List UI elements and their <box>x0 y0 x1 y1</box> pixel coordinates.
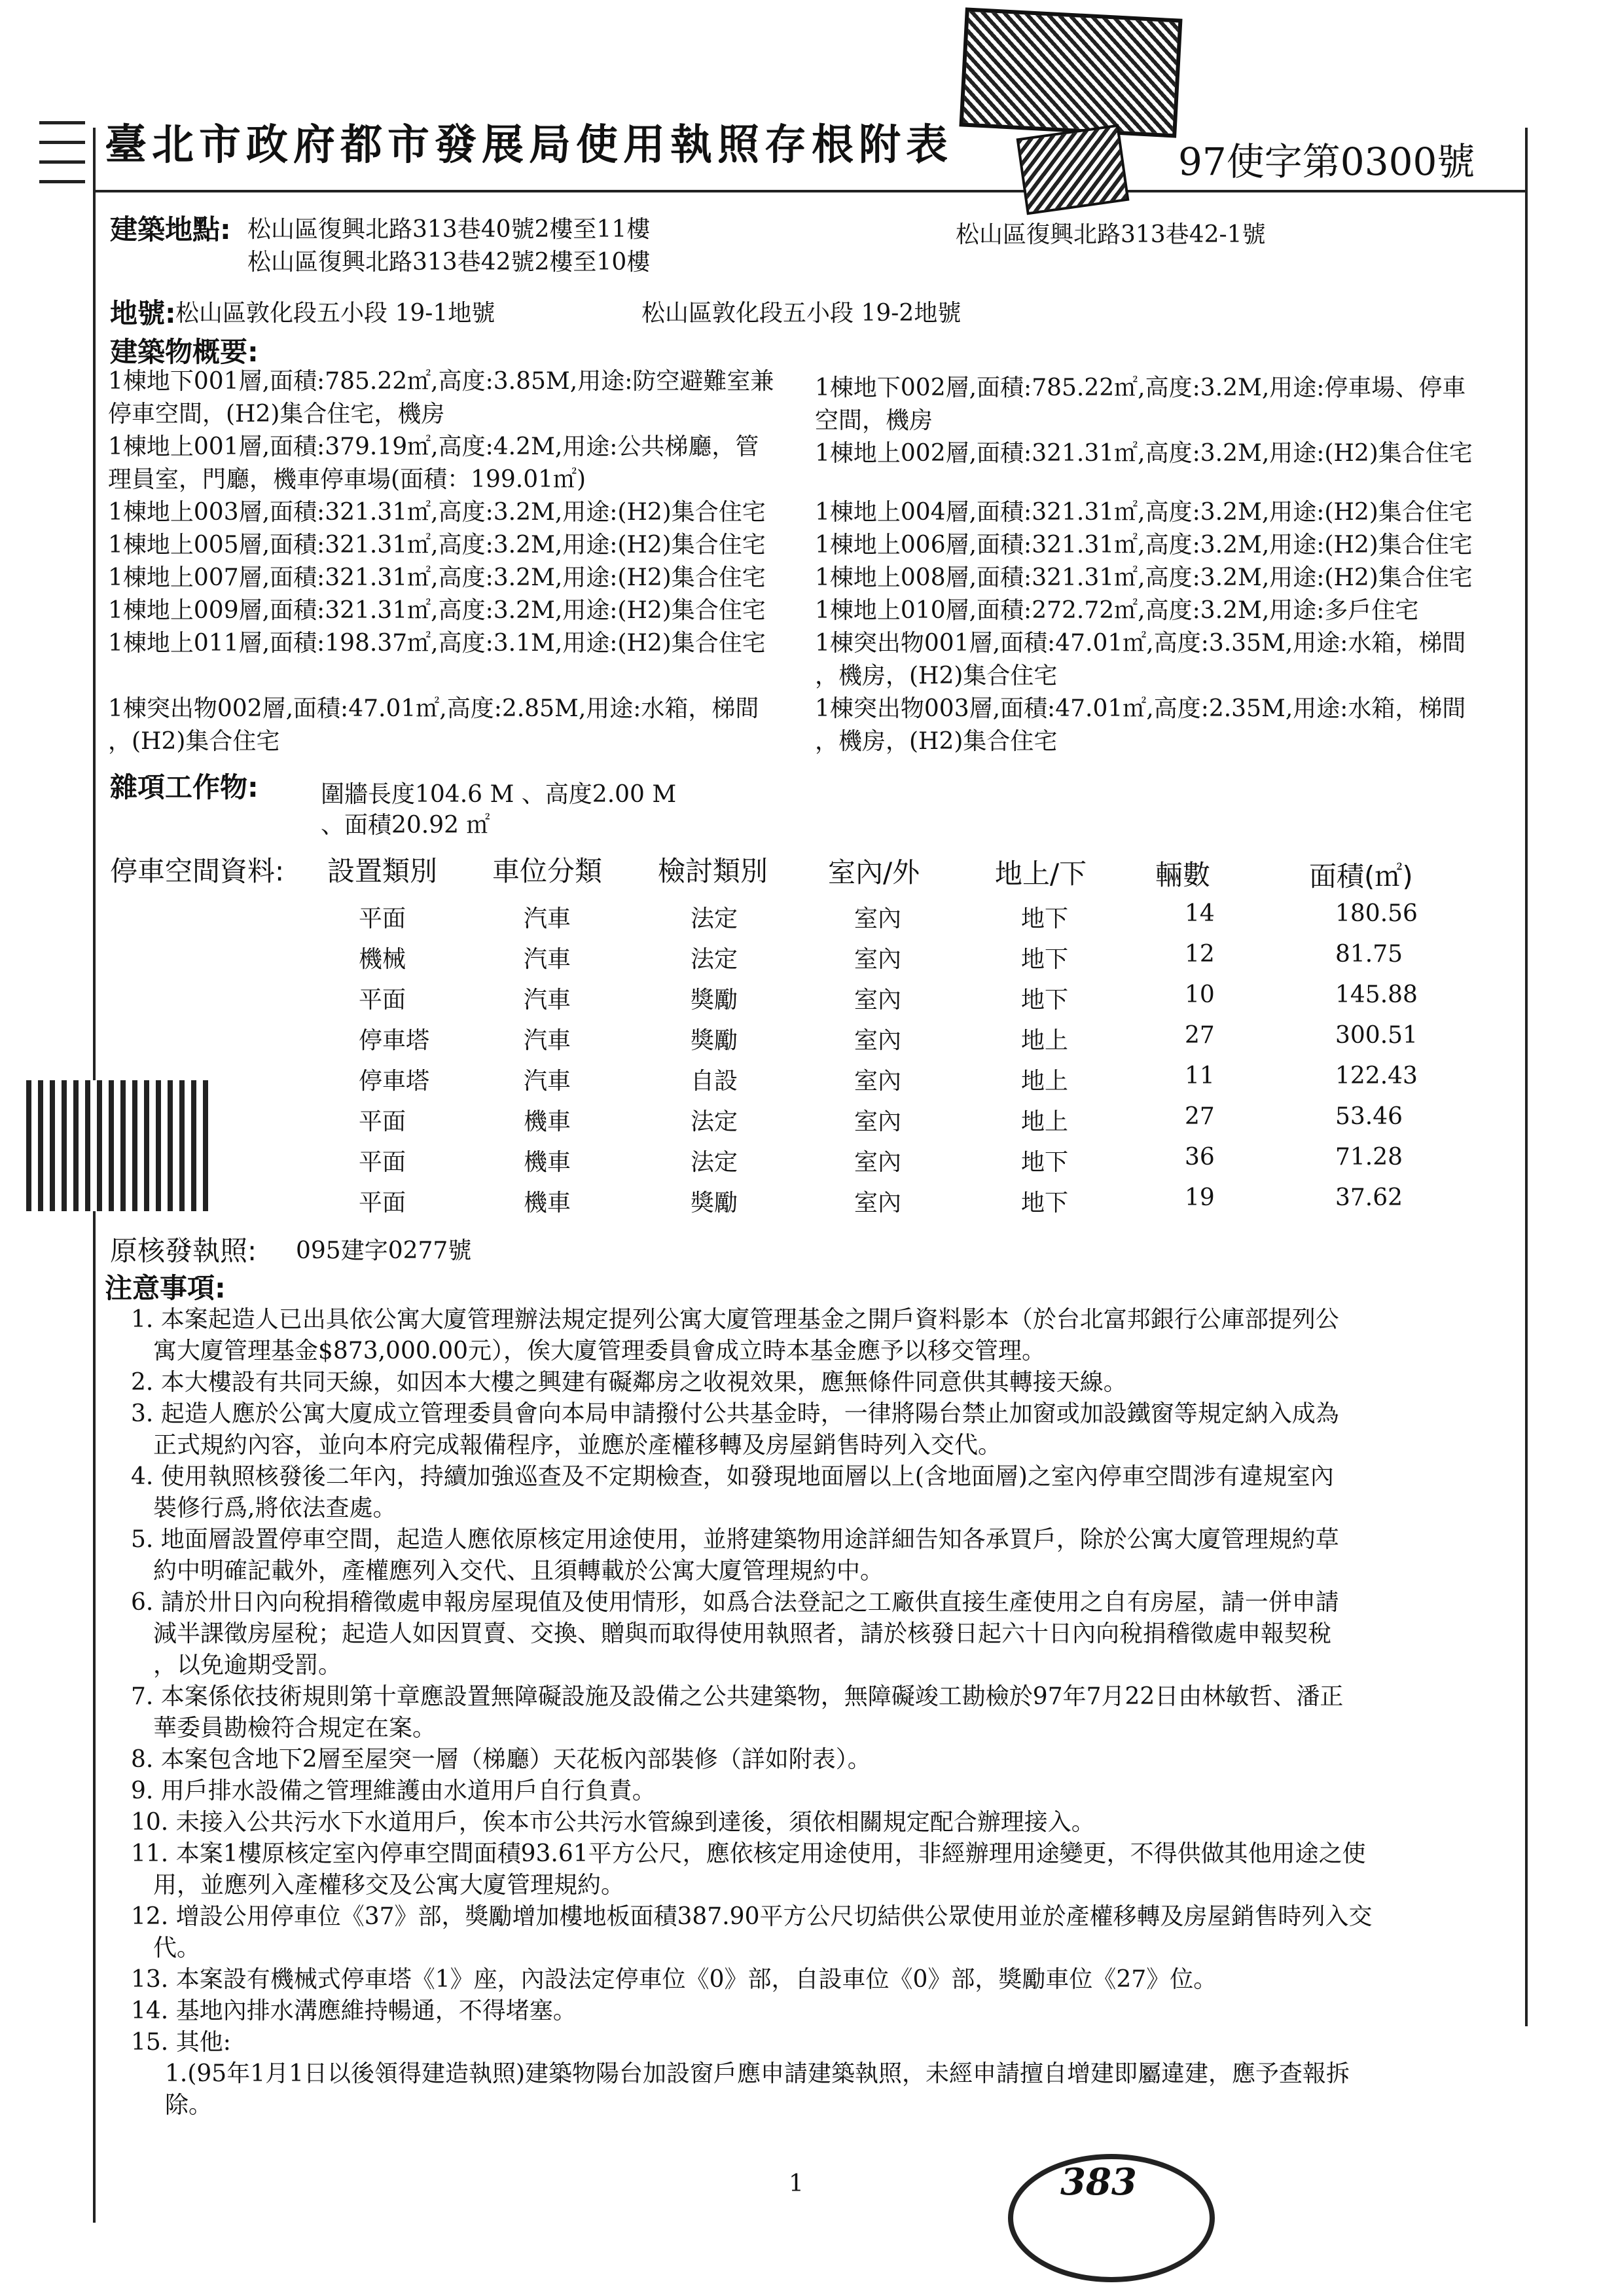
parking-cell: 27 <box>1185 1022 1215 1049</box>
floor-line: 1棟地上007層,面積:321.31㎡,高度:3.2M,用途:(H2)集合住宅 <box>108 564 766 591</box>
parking-cell: 汽車 <box>524 946 571 973</box>
parking-cell: 180.56 <box>1335 900 1418 927</box>
note-sub-line: 1.(95年1月1日以後領得建造執照)建築物陽台加設窗戶應申請建築執照，未經申請擅自增建即屬違建，應予查報拆 <box>165 2060 1350 2087</box>
notes-label: 注意事項: <box>105 1272 226 1304</box>
note-line: 12. 增設公用停車位《37》部，獎勵增加樓地板面積387.90平方公尺切結供公眾使用並於產權移轉及房屋銷售時列入交 <box>131 1903 1373 1930</box>
parking-cell: 平面 <box>359 905 406 932</box>
parking-cell: 室內 <box>854 1108 902 1135</box>
floor-line: 1棟地上006層,面積:321.31㎡,高度:3.2M,用途:(H2)集合住宅 <box>815 532 1473 558</box>
note-line: 10. 未接入公共污水下水道用戶，俟本市公共污水管線到達後，須依相關規定配合辦理接入。 <box>131 1809 1095 1836</box>
parking-cell: 平面 <box>359 987 406 1013</box>
parking-cell: 地上 <box>1021 1027 1069 1054</box>
parking-cell: 平面 <box>359 1190 406 1216</box>
parking-cell: 地下 <box>1021 987 1069 1013</box>
lot-label: 地號: <box>110 297 176 329</box>
parking-cell: 14 <box>1185 900 1215 927</box>
floor-line: 1棟突出物001層,面積:47.01㎡,高度:3.35M,用途:水箱，梯間 <box>815 630 1466 657</box>
parking-cell: 室內 <box>854 946 902 973</box>
floor-line: 停車空間，(H2)集合住宅，機房 <box>108 401 445 428</box>
parking-cell: 地下 <box>1021 946 1069 973</box>
site-line-1: 松山區復興北路313巷40號2樓至11樓 <box>247 216 651 243</box>
site-line-2: 松山區復興北路313巷42號2樓至10樓 <box>247 249 651 276</box>
floor-line: 1棟突出物003層,面積:47.01㎡,高度:2.35M,用途:水箱，梯間 <box>815 695 1466 722</box>
note-line: 4. 使用執照核發後二年內，持續加強巡查及不定期檢查，如發現地面層以上(含地面層)之室內停車空間涉有違規室內 <box>131 1463 1334 1490</box>
floor-line: 1棟地上001層,面積:379.19㎡,高度:4.2M,用途:公共梯廳，管 <box>108 433 759 460</box>
parking-header: 室內/外 <box>828 856 920 888</box>
parking-cell: 機車 <box>524 1108 571 1135</box>
misc-line-1: 圍牆長度104.6 M 、高度2.00 M <box>321 781 677 808</box>
parking-cell: 汽車 <box>524 1068 571 1095</box>
site-label: 建築地點: <box>110 213 231 246</box>
parking-cell: 室內 <box>854 1027 902 1054</box>
note-line: ，以免逾期受罰。 <box>153 1652 342 1679</box>
parking-cell: 自設 <box>691 1068 738 1095</box>
parking-cell: 獎勵 <box>691 987 738 1013</box>
parking-cell: 室內 <box>854 1149 902 1176</box>
note-line: 5. 地面層設置停車空間，起造人應依原核定用途使用，並將建築物用途詳細告知各承買戶，除於公寓大廈管理規約草 <box>131 1526 1339 1553</box>
floor-line: 1棟地上009層,面積:321.31㎡,高度:3.2M,用途:(H2)集合住宅 <box>108 597 766 624</box>
building-label: 建築物概要: <box>110 336 259 368</box>
page-number: 1 <box>789 2170 804 2197</box>
note-line: 6. 請於卅日內向稅捐稽徵處申報房屋現值及使用情形，如爲合法登記之工廠供直接生產使用之自有房屋，請一併申請 <box>131 1589 1339 1616</box>
floor-line: ，(H2)集合住宅 <box>108 728 280 755</box>
note-line: 裝修行爲,將依法查處。 <box>153 1495 397 1522</box>
floor-line: 1棟突出物002層,面積:47.01㎡,高度:2.85M,用途:水箱，梯間 <box>108 695 759 722</box>
note-line: 用，並應列入產權移交及公寓大廈管理規約。 <box>153 1872 625 1899</box>
floor-line: ，機房，(H2)集合住宅 <box>815 663 1058 689</box>
note-line: 14. 基地內排水溝應維持暢通，不得堵塞。 <box>131 1997 577 2024</box>
note-line: 3. 起造人應於公寓大廈成立管理委員會向本局申請撥付公共基金時，一律將陽台禁止加窗或加設鐵窗等規定納入成為 <box>131 1400 1339 1427</box>
parking-cell: 室內 <box>854 1190 902 1216</box>
note-line: 減半課徵房屋稅；起造人如因買賣、交換、贈與而取得使用執照者，請於核發日起六十日內向稅捐稽徵處申報契稅 <box>153 1620 1332 1647</box>
note-line: 約中明確記載外，產權應列入交代、且須轉載於公寓大廈管理規約中。 <box>153 1558 884 1584</box>
parking-cell: 獎勵 <box>691 1190 738 1216</box>
note-line: 代。 <box>153 1935 201 1961</box>
floor-line: 1棟地上002層,面積:321.31㎡,高度:3.2M,用途:(H2)集合住宅 <box>815 440 1473 467</box>
parking-cell: 37.62 <box>1335 1184 1403 1211</box>
parking-cell: 122.43 <box>1335 1063 1418 1089</box>
lot-right: 松山區敦化段五小段 19-2地號 <box>641 300 962 327</box>
original-permit-label: 原核發執照: <box>110 1235 257 1267</box>
parking-cell: 機車 <box>524 1149 571 1176</box>
parking-cell: 27 <box>1185 1103 1215 1130</box>
parking-cell: 12 <box>1185 941 1215 968</box>
parking-cell: 室內 <box>854 987 902 1013</box>
lot-left: 松山區敦化段五小段 19-1地號 <box>175 300 495 327</box>
note-sub-line: 除。 <box>165 2092 213 2119</box>
parking-cell: 36 <box>1185 1144 1215 1171</box>
top-stamp-image <box>959 7 1182 137</box>
parking-cell: 法定 <box>691 905 738 932</box>
floor-line: ，機房，(H2)集合住宅 <box>815 728 1058 755</box>
right-border <box>1525 128 1528 2026</box>
floor-line: 1棟地上004層,面積:321.31㎡,高度:3.2M,用途:(H2)集合住宅 <box>815 499 1473 526</box>
parking-cell: 機車 <box>524 1190 571 1216</box>
building-right-column <box>815 372 1473 758</box>
parking-cell: 停車塔 <box>359 1027 430 1054</box>
parking-cell: 19 <box>1185 1184 1215 1211</box>
parking-cell: 11 <box>1185 1063 1215 1089</box>
parking-cell: 獎勵 <box>691 1027 738 1054</box>
note-line: 13. 本案設有機械式停車塔《1》座，內設法定停車位《0》部，自設車位《0》部，獎勵車位《27》位。 <box>131 1966 1217 1993</box>
parking-cell: 汽車 <box>524 1027 571 1054</box>
notes-list <box>131 1304 1372 2121</box>
parking-cell: 145.88 <box>1335 981 1418 1008</box>
site-line-1-right: 松山區復興北路313巷42-1號 <box>956 221 1266 248</box>
floor-line: 1棟地上003層,面積:321.31㎡,高度:3.2M,用途:(H2)集合住宅 <box>108 499 766 526</box>
parking-cell: 53.46 <box>1335 1103 1403 1130</box>
parking-cell: 地上 <box>1021 1108 1069 1135</box>
title-underline <box>93 190 1526 192</box>
floor-line: 理員室，門廳，機車停車場(面積：199.01㎡) <box>108 466 586 493</box>
title-seal-image <box>1016 124 1130 215</box>
page-title: 臺北市政府都市發展局使用執照存根附表 <box>105 121 953 170</box>
parking-header: 輛數 <box>1155 859 1211 891</box>
parking-cell: 地下 <box>1021 1190 1069 1216</box>
original-permit-value: 095建字0277號 <box>296 1237 472 1264</box>
parking-cell: 10 <box>1185 981 1215 1008</box>
floor-line: 1棟地上005層,面積:321.31㎡,高度:3.2M,用途:(H2)集合住宅 <box>108 532 766 558</box>
floor-line: 1棟地上011層,面積:198.37㎡,高度:3.1M,用途:(H2)集合住宅 <box>108 630 766 657</box>
parking-header: 檢討類別 <box>658 855 768 887</box>
parking-cell: 法定 <box>691 1149 738 1176</box>
floor-line: 1棟地上008層,面積:321.31㎡,高度:3.2M,用途:(H2)集合住宅 <box>815 564 1473 591</box>
parking-cell: 地上 <box>1021 1068 1069 1095</box>
parking-cell: 汽車 <box>524 905 571 932</box>
parking-cell: 室內 <box>854 1068 902 1095</box>
note-line: 9. 用戶排水設備之管理維護由水道用戶自行負責。 <box>131 1777 656 1804</box>
note-line: 華委員勘檢符合規定在案。 <box>153 1715 437 1741</box>
seal-number: 383 <box>1060 2160 1137 2204</box>
note-line: 寓大廈管理基金$873,000.00元），俟大廈管理委員會成立時本基金應予以移交管理。 <box>153 1338 1046 1364</box>
parking-cell: 汽車 <box>524 987 571 1013</box>
misc-label: 雜項工作物: <box>110 771 259 803</box>
parking-cell: 81.75 <box>1335 941 1403 968</box>
parking-header: 車位分類 <box>492 855 603 887</box>
parking-cell: 地下 <box>1021 1149 1069 1176</box>
parking-header: 設置類別 <box>327 855 438 887</box>
note-line: 2. 本大樓設有共同天線，如因本大樓之興建有礙鄰房之收視效果，應無條件同意供其轉接天線。 <box>131 1369 1127 1396</box>
parking-cell: 71.28 <box>1335 1144 1403 1171</box>
note-line: 1. 本案起造人已出具依公寓大廈管理辦法規定提列公寓大廈管理基金之開戶資料影本（於台北富邦銀行公庫部提列公 <box>131 1306 1339 1333</box>
floor-line: 1棟地下001層,面積:785.22㎡,高度:3.85M,用途:防空避難室兼 <box>108 368 774 395</box>
floor-line: 1棟地上010層,面積:272.72㎡,高度:3.2M,用途:多戶住宅 <box>815 597 1419 624</box>
parking-cell: 法定 <box>691 1108 738 1135</box>
parking-cell: 300.51 <box>1335 1022 1418 1049</box>
left-stamp-image <box>26 1080 209 1211</box>
parking-cell: 平面 <box>359 1108 406 1135</box>
margin-mark <box>39 111 85 183</box>
permit-number: 97使字第0300號 <box>1178 139 1475 184</box>
note-line: 正式規約內容，並向本府完成報備程序，並應於產權移轉及房屋銷售時列入交代。 <box>153 1432 1002 1459</box>
parking-cell: 機械 <box>359 946 406 973</box>
parking-header: 面積(㎡) <box>1309 860 1413 892</box>
note-line: 11. 本案1樓原核定室內停車空間面積93.61平方公尺，應依核定用途使用，非經辦理用途變更，不得供做其他用途之使 <box>131 1840 1366 1867</box>
parking-cell: 平面 <box>359 1149 406 1176</box>
parking-label: 停車空間資料: <box>110 855 285 887</box>
note-line: 8. 本案包含地下2層至屋突一層（梯廳）天花板內部裝修（詳如附表）。 <box>131 1746 871 1773</box>
parking-cell: 停車塔 <box>359 1068 430 1095</box>
building-left-column <box>108 365 774 758</box>
floor-line: 空間，機房 <box>815 407 933 434</box>
misc-line-2: 、面積20.92 ㎡ <box>321 812 490 839</box>
parking-header: 地上/下 <box>995 858 1087 890</box>
parking-cell: 地下 <box>1021 905 1069 932</box>
parking-cell: 室內 <box>854 905 902 932</box>
note-line: 7. 本案係依技術規則第十章應設置無障礙設施及設備之公共建築物，無障礙竣工勘檢於97年7月22日由林敏哲、潘正 <box>131 1683 1344 1710</box>
note-line: 15. 其他: <box>131 2029 231 2056</box>
floor-line: 1棟地下002層,面積:785.22㎡,高度:3.2M,用途:停車場、停車 <box>815 374 1466 401</box>
parking-cell: 法定 <box>691 946 738 973</box>
